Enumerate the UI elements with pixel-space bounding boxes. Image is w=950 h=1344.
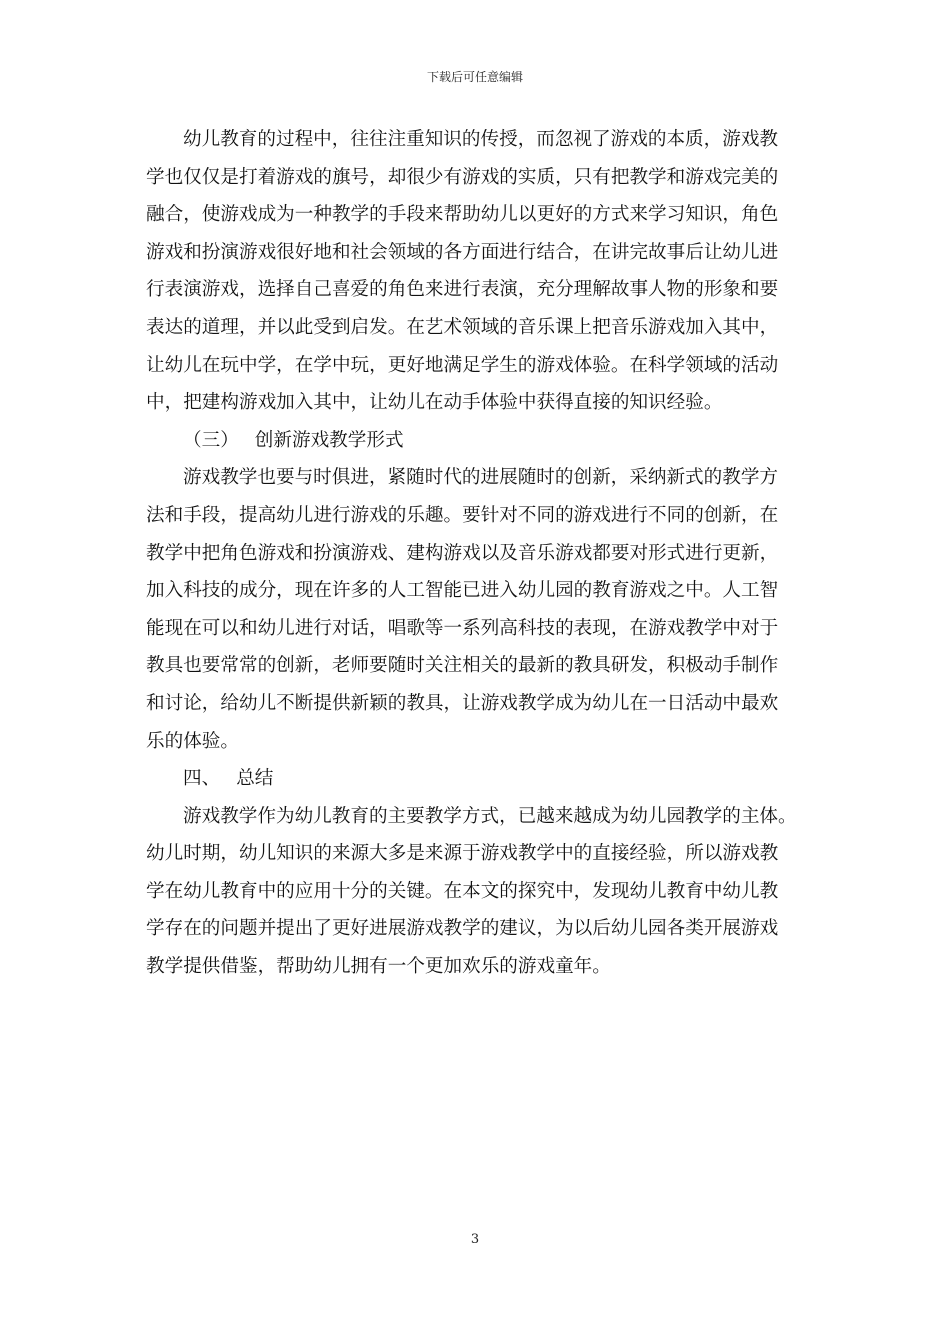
- document-body: [146, 121, 810, 986]
- text-line: 法和手段，提高幼儿进行游戏的乐趣。要针对不同的游戏进行不同的创新，在: [146, 504, 779, 526]
- text-line: 游戏教学也要与时俱进，紧随时代的进展随时的创新，采纳新式的教学方: [183, 467, 779, 489]
- text-line: 教具也要常常的创新，老师要随时关注相关的最新的教具研发，积极动手制作: [146, 655, 779, 677]
- text-line: 游戏和扮演游戏很好地和社会领域的各方面进行结合，在讲完故事后让幼儿进: [146, 241, 779, 263]
- section-number: 四、: [183, 768, 221, 790]
- paragraph: [146, 121, 810, 422]
- text-line: 能现在可以和幼儿进行对话，唱歌等一系列高科技的表现，在游戏教学中对于: [146, 617, 779, 639]
- paragraph: [146, 459, 810, 760]
- text-line: 融合，使游戏成为一种教学的手段来帮助幼儿以更好的方式来学习知识，角色: [146, 204, 779, 226]
- text-line: 幼儿教育的过程中，往往注重知识的传授，而忽视了游戏的本质，游戏教: [183, 129, 779, 150]
- page-header: 下载后可任意编辑: [426, 70, 523, 84]
- text-line: 和讨论，给幼儿不断提供新颖的教具，让游戏教学成为幼儿在一日活动中最欢: [146, 692, 779, 714]
- text-line: 让幼儿在玩中学，在学中玩，更好地满足学生的游戏体验。在科学领域的活动: [146, 354, 779, 376]
- section-title: 总结: [236, 768, 274, 790]
- section-heading: [146, 760, 810, 798]
- text-line: 加入科技的成分，现在许多的人工智能已进入幼儿园的教育游戏之中。人工智: [146, 580, 779, 602]
- paragraph: [146, 798, 810, 986]
- text-line: 学也仅仅是打着游戏的旗号，却很少有游戏的实质，只有把教学和游戏完美的: [146, 166, 779, 188]
- text-line: 教学中把角色游戏和扮演游戏、建构游戏以及音乐游戏都要对形式进行更新，: [146, 542, 779, 564]
- page-number: 3: [470, 1232, 480, 1247]
- text-line: 表达的道理，并以此受到启发。在艺术领域的音乐课上把音乐游戏加入其中，: [146, 316, 779, 338]
- text-line: 幼儿时期，幼儿知识的来源大多是来源于游戏教学中的直接经验，所以游戏教: [146, 843, 779, 865]
- text-line: 教学提供借鉴，帮助幼儿拥有一个更加欢乐的游戏童年。: [146, 956, 611, 978]
- text-line: 学在幼儿教育中的应用十分的关键。在本文的探究中，发现幼儿教育中幼儿教: [146, 880, 779, 902]
- text-line: 中，把建构游戏加入其中，让幼儿在动手体验中获得直接的知识经验。: [146, 392, 723, 414]
- section-title: 创新游戏教学形式: [254, 429, 404, 451]
- text-line: 学存在的问题并提出了更好进展游戏教学的建议，为以后幼儿园各类开展游戏: [146, 918, 779, 940]
- text-line: 游戏教学作为幼儿教育的主要教学方式，已越来越成为幼儿园教学的主体。: [183, 805, 797, 827]
- section-number: （三）: [183, 429, 239, 451]
- section-heading: [146, 422, 810, 460]
- text-line: 行表演游戏，选择自己喜爱的角色来进行表演，充分理解故事人物的形象和要: [146, 279, 779, 301]
- text-line: 乐的体验。: [146, 730, 239, 752]
